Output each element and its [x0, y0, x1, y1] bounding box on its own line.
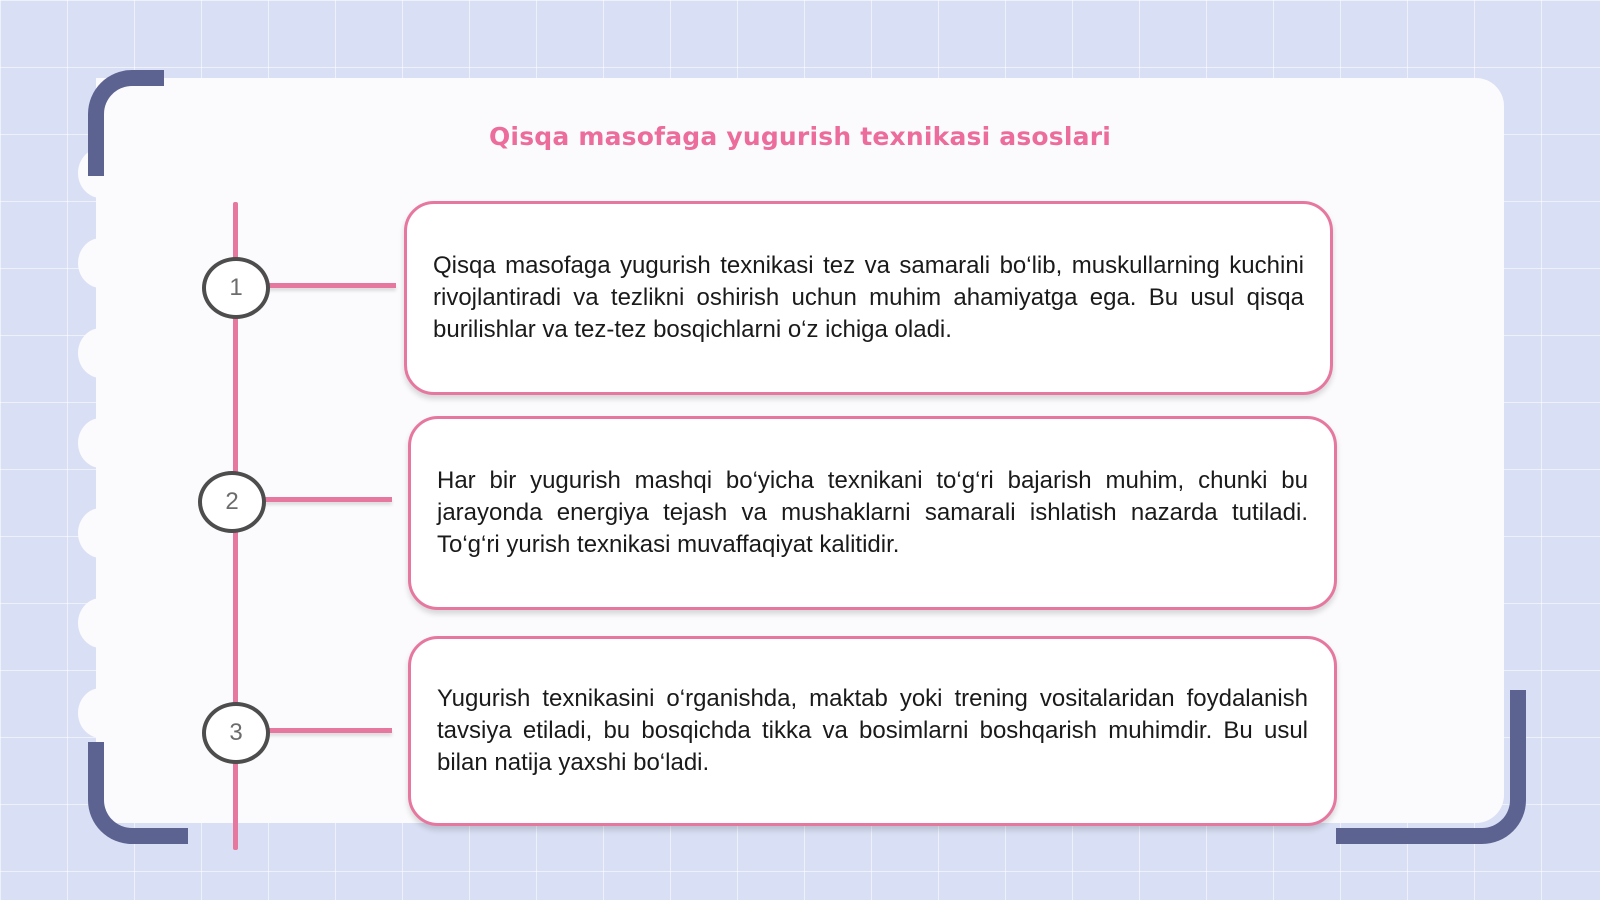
paper-scallop — [78, 508, 124, 558]
paper-scallop — [78, 598, 124, 648]
step-text: Qisqa masofaga yugurish texnikasi tez va samarali bo‘lib, muskullarning kuchini rivojlantiradi va tezlikni oshirish uchun muhim ahamiyatga ega. Bu usul qisqa burilishlar va tez-tez bosqichlarni o‘z ichiga oladi. — [433, 252, 1304, 343]
paper-scallop — [78, 688, 124, 738]
paper-scallop — [78, 238, 124, 288]
step-number-badge: 3 — [202, 702, 270, 764]
corner-bracket-top-left — [88, 70, 164, 176]
step-connector — [266, 283, 396, 288]
corner-bracket-bottom-left — [88, 742, 188, 844]
step-connector — [266, 728, 392, 733]
step-number-badge: 2 — [198, 471, 266, 533]
corner-bracket-bottom-right — [1336, 690, 1526, 844]
step-text: Yugurish texnikasini o‘rganishda, maktab yoki trening vositalaridan foydalanish tavsiya etiladi, bu bosqichda tikka va bosimlarni boshqarish muhimdir. Bu usul bilan natija yaxshi bo‘ladi. — [437, 685, 1308, 776]
step-number-badge: 1 — [202, 257, 270, 319]
step-card-1 — [404, 201, 1333, 395]
paper-scallop — [78, 328, 124, 378]
step-card-3 — [408, 636, 1337, 826]
step-text: Har bir yugurish mashqi bo‘yicha texnikani to‘g‘ri bajarish muhim, chunki bu jarayonda energiya tejash va mushaklarni samarali ishlatish nazarda tutiladi. To‘g‘ri yurish texnikasi muvaffaqiyat kalitidir. — [437, 467, 1308, 558]
paper-scallop — [78, 418, 124, 468]
step-card-2 — [408, 416, 1337, 610]
step-connector — [262, 497, 392, 502]
slide-title: Qisqa masofaga yugurish texnikasi asoslari — [488, 122, 1112, 151]
